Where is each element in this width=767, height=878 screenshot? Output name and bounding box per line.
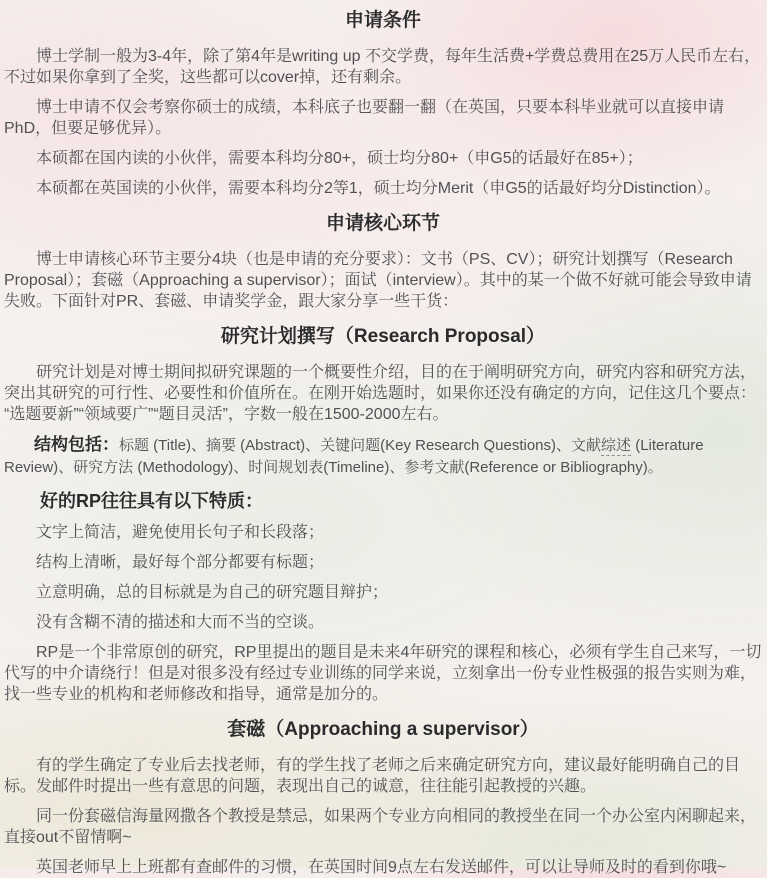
section-heading-application-conditions: 申请条件 [344,10,421,31]
paragraph-domestic-students-requirement: 本硕都在国内读的小伙伴，需要本科均分80+，硕士均分80+（申G5的话最好在85+）； [36,150,643,167]
paragraph-trait-concise: 文字上简洁，避免使用长句子和长段落； [36,524,325,541]
paragraph-rp-originality: RP是一个非常原创的研究，RP里提出的题目是未来4年研究的课程和核心，必须有学生自己来写，一切代写的中介请绕行！但是对很多没有经过专业训练的同学来说，立刻拿出一份专业性极强的报告实则为难，找一些专业的机构和老师修改和指导，通常是加分的。 [4,644,762,703]
paragraph-academic-background: 博士申请不仅会考察你硕士的成绩，本科底子也要翻一翻（在英国，只要本科毕业就可以直接申请PhD，但要足够优异）。 [4,99,725,137]
paragraph-taoci-goal: 有的学生确定了专业后去找老师，有的学生找了老师之后来确定研究方向，建议最好能明确自己的目标。发邮件时提出一些有意思的问题，表现出自己的诚意，往往能引起教授的兴趣。 [4,757,741,795]
paragraph-trait-clear-purpose: 立意明确，总的目标就是为自己的研究题目辩护； [36,584,389,601]
paragraph-taoci-taboo: 同一份套磁信海量网撒各个教授是禁忌，如果两个专业方向相同的教授坐在同一个办公室内闲聊起来，直接out不留情啊~ [4,808,757,846]
subheading-good-rp-traits: 好的RP往往具有以下特质： [40,491,264,511]
paragraph-trait-clear-structure: 结构上清晰，最好每个部分都要有标题； [36,554,325,571]
section-heading-approaching-supervisor: 套磁（Approaching a supervisor） [227,719,539,740]
section-heading-research-proposal: 研究计划撰写（Research Proposal） [220,326,546,347]
section-heading-core-steps: 申请核心环节 [325,213,440,234]
paragraph-taoci-timing: 英国老师早上上班都有查邮件的习惯，在英国时间9点左右发送邮件，可以让导师及时的看到你哦~ [36,859,727,876]
paragraph-tuition-cost: 博士学制一般为3-4年，除了第4年是writing up 不交学费，每年生活费+学费总费用在25万人民币左右，不过如果你拿到了全奖，这些都可以cover掉，还有剩余。 [4,48,761,86]
rp-structure-items-part1: 标题 (Title)、摘要 (Abstract)、关键问题(Key Research Questions)、文献 [119,437,602,454]
paragraph-trait-no-vagueness: 没有含糊不清的描述和大而不当的空谈。 [36,614,325,631]
paragraph-uk-students-requirement: 本硕都在英国读的小伙伴，需要本科均分2等1，硕士均分Merit（申G5的话最好均分Distinction）。 [36,180,721,197]
rp-structure-items-part2: (Literature Review)、研究方法 (Methodology)、时间规划表(Timeline)、参考文献(Reference or Bibliography)。 [4,437,704,476]
rp-structure-underlined-term: 综述 [601,437,632,454]
paragraph-core-steps-intro: 博士申请核心环节主要分4块（也是申请的充分要求）：文书（PS、CV）；研究计划撰写（Research Proposal）；套磁（Approaching a supervisor）；面试（interview）。其中的某一个做不好就可能会导致申请失败。下面针对PR、套磁、申请奖学金，跟大家分享一些干货： [4,251,752,310]
rp-structure-lead-label: 结构包括： [34,435,119,454]
paragraph-research-proposal-intro: 研究计划是对博士期间拟研究课题的一个概要性介绍，目的在于阐明研究方向，研究内容和研究方法，突出其研究的可行性、必要性和价值所在。在刚开始选题时，如果你还没有确定的方向，记住这几个要点：“选题要新”“领域要广”“题目灵活”，字数一般在1500-2000左右。 [4,364,757,423]
paragraph-rp-structure [4,434,762,479]
